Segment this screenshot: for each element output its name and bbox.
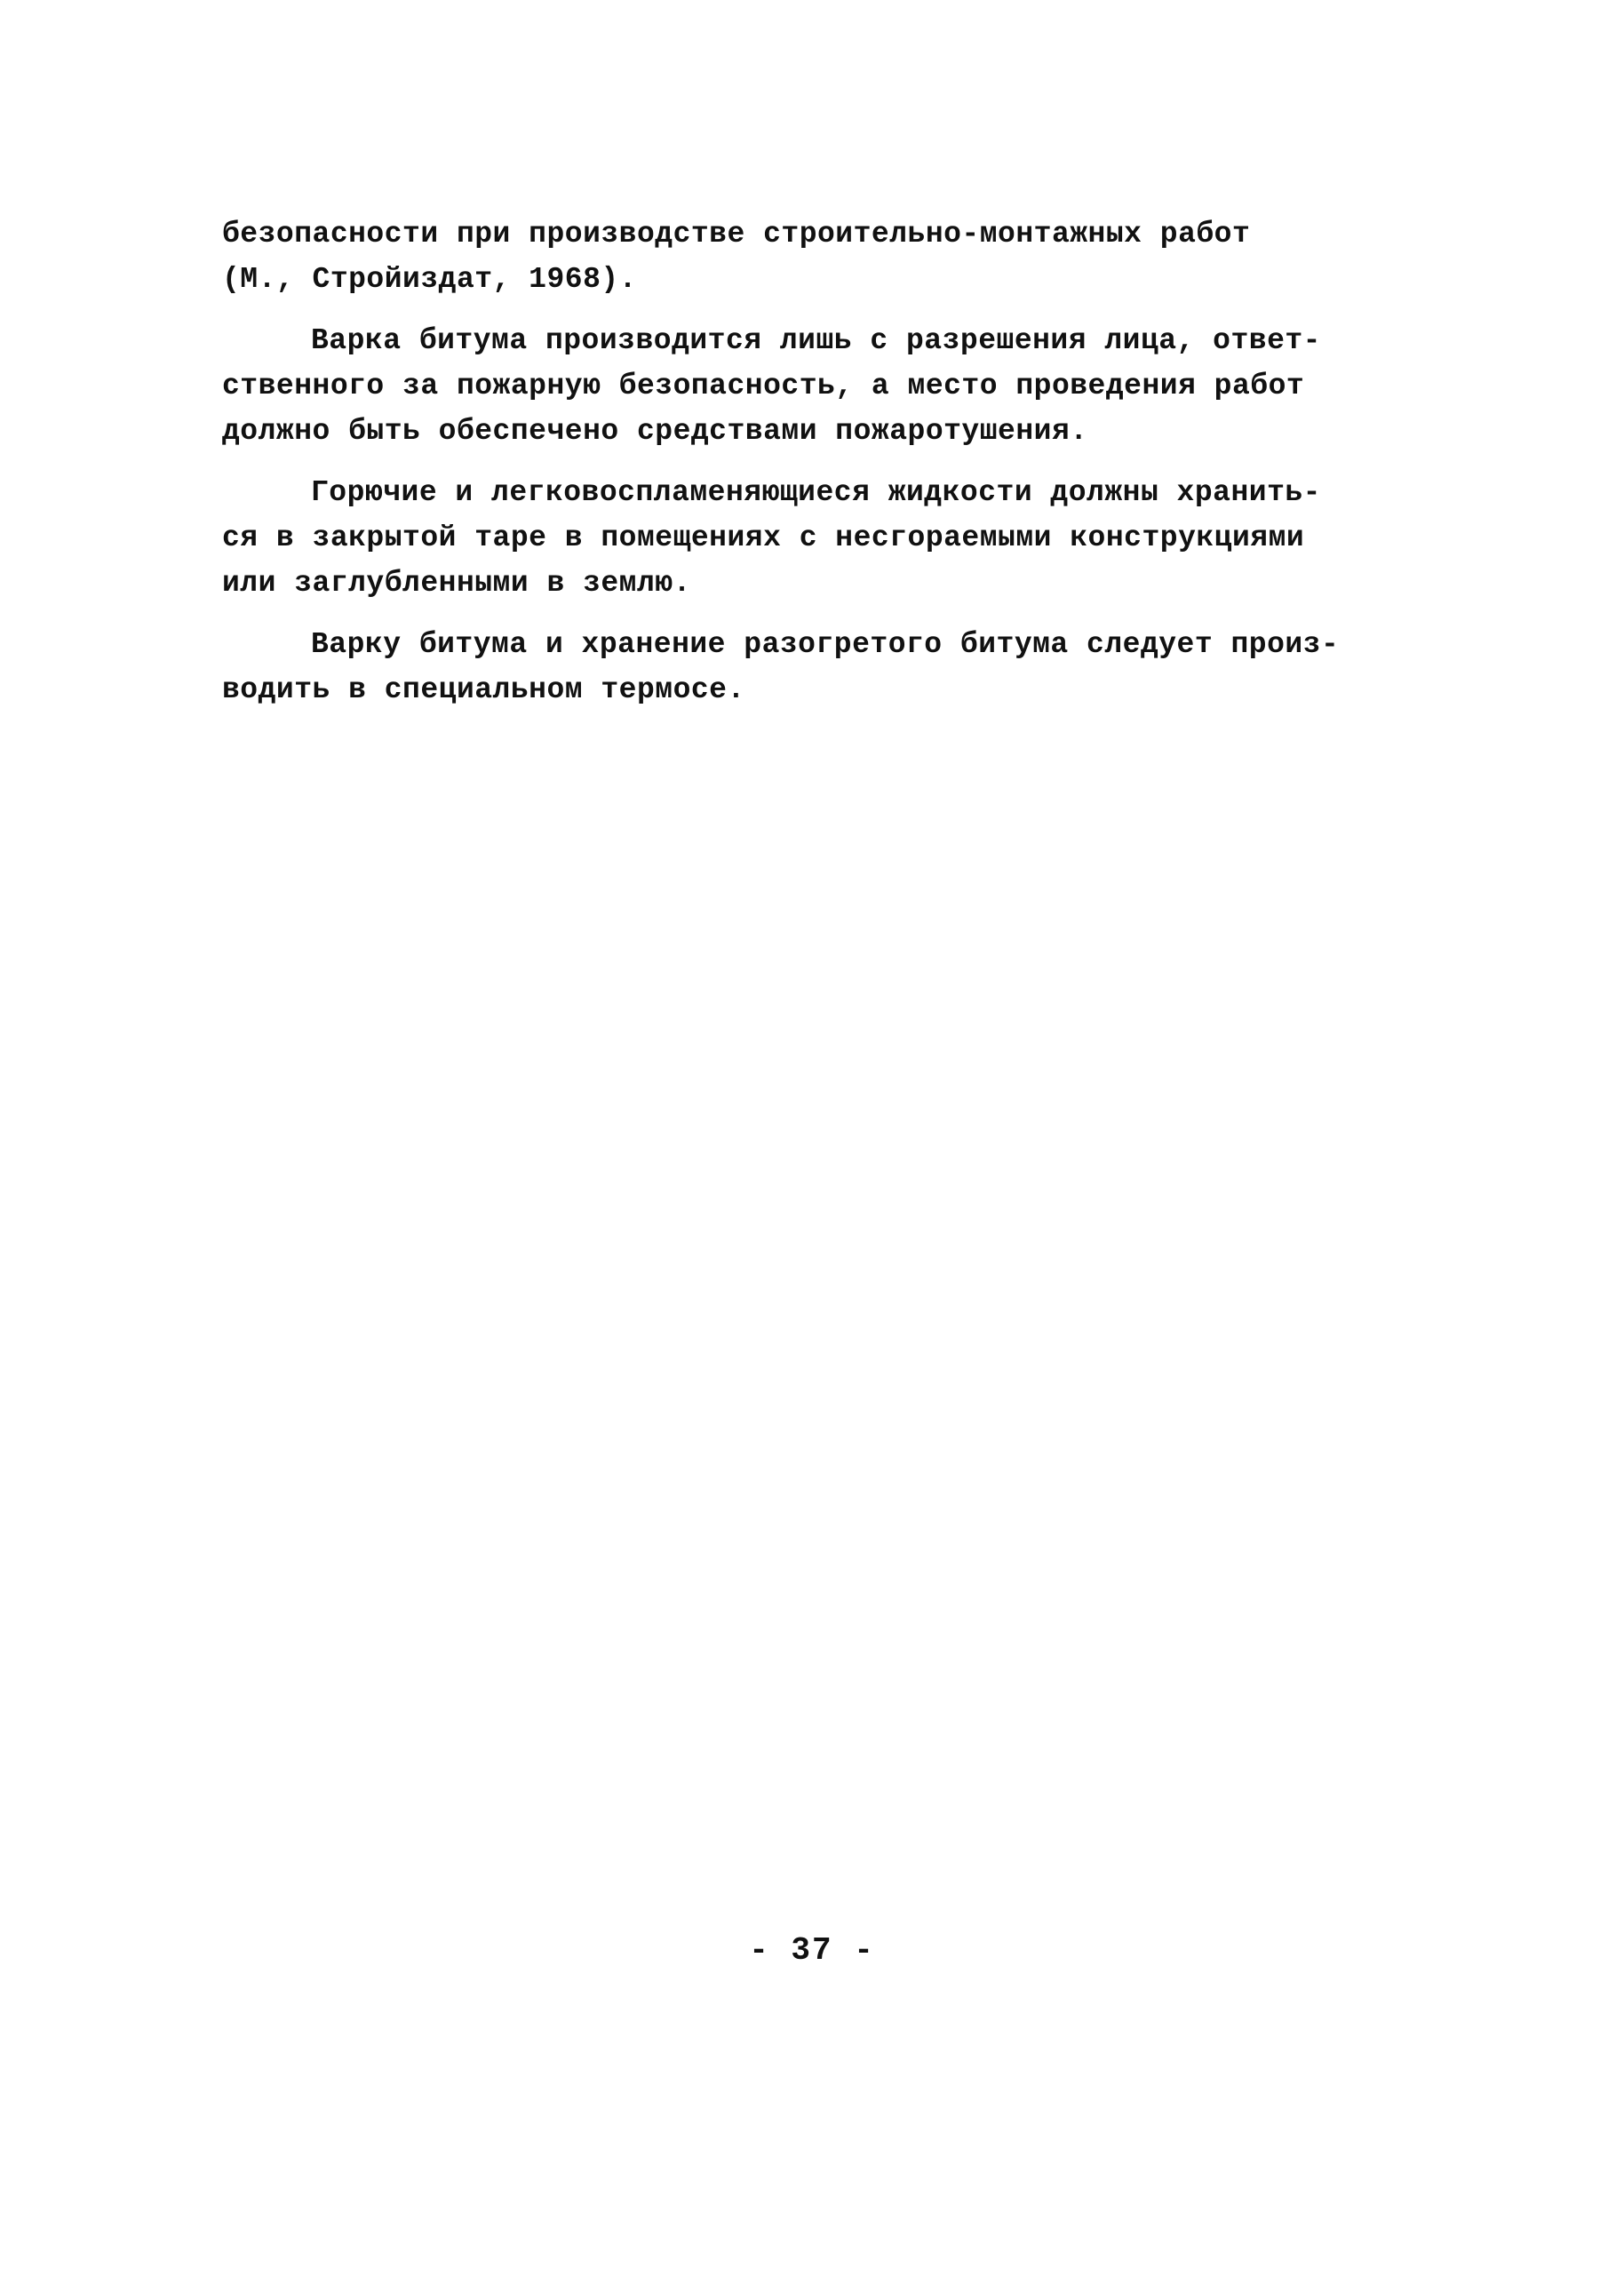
- text-line: безопасности при производстве строительно-монтажных работ: [222, 218, 1251, 251]
- text-line: должно быть обеспечено средствами пожаротушения.: [222, 415, 1088, 448]
- text-line: Варка битума производится лишь с разрешения лица, ответ-: [311, 324, 1321, 357]
- page-number: - 37 -: [749, 1932, 875, 1969]
- paragraph-1: [222, 211, 1350, 302]
- text-line: ся в закрытой таре в помещениях с несгораемыми конструкциями: [222, 521, 1305, 554]
- body-text: [222, 211, 1350, 712]
- paragraph-2: [222, 318, 1350, 454]
- text-line: водить в специальном термосе.: [222, 673, 745, 706]
- text-line: или заглубленными в землю.: [222, 567, 691, 600]
- text-line: Горючие и легковоспламеняющиеся жидкости должны хранить-: [311, 476, 1321, 509]
- text-line: Варку битума и хранение разогретого битума следует произ-: [311, 628, 1340, 661]
- paragraph-3: [222, 470, 1350, 606]
- text-line: (М., Стройиздат, 1968).: [222, 263, 637, 296]
- paragraph-4: [222, 622, 1350, 712]
- text-line: ственного за пожарную безопасность, а место проведения работ: [222, 370, 1305, 402]
